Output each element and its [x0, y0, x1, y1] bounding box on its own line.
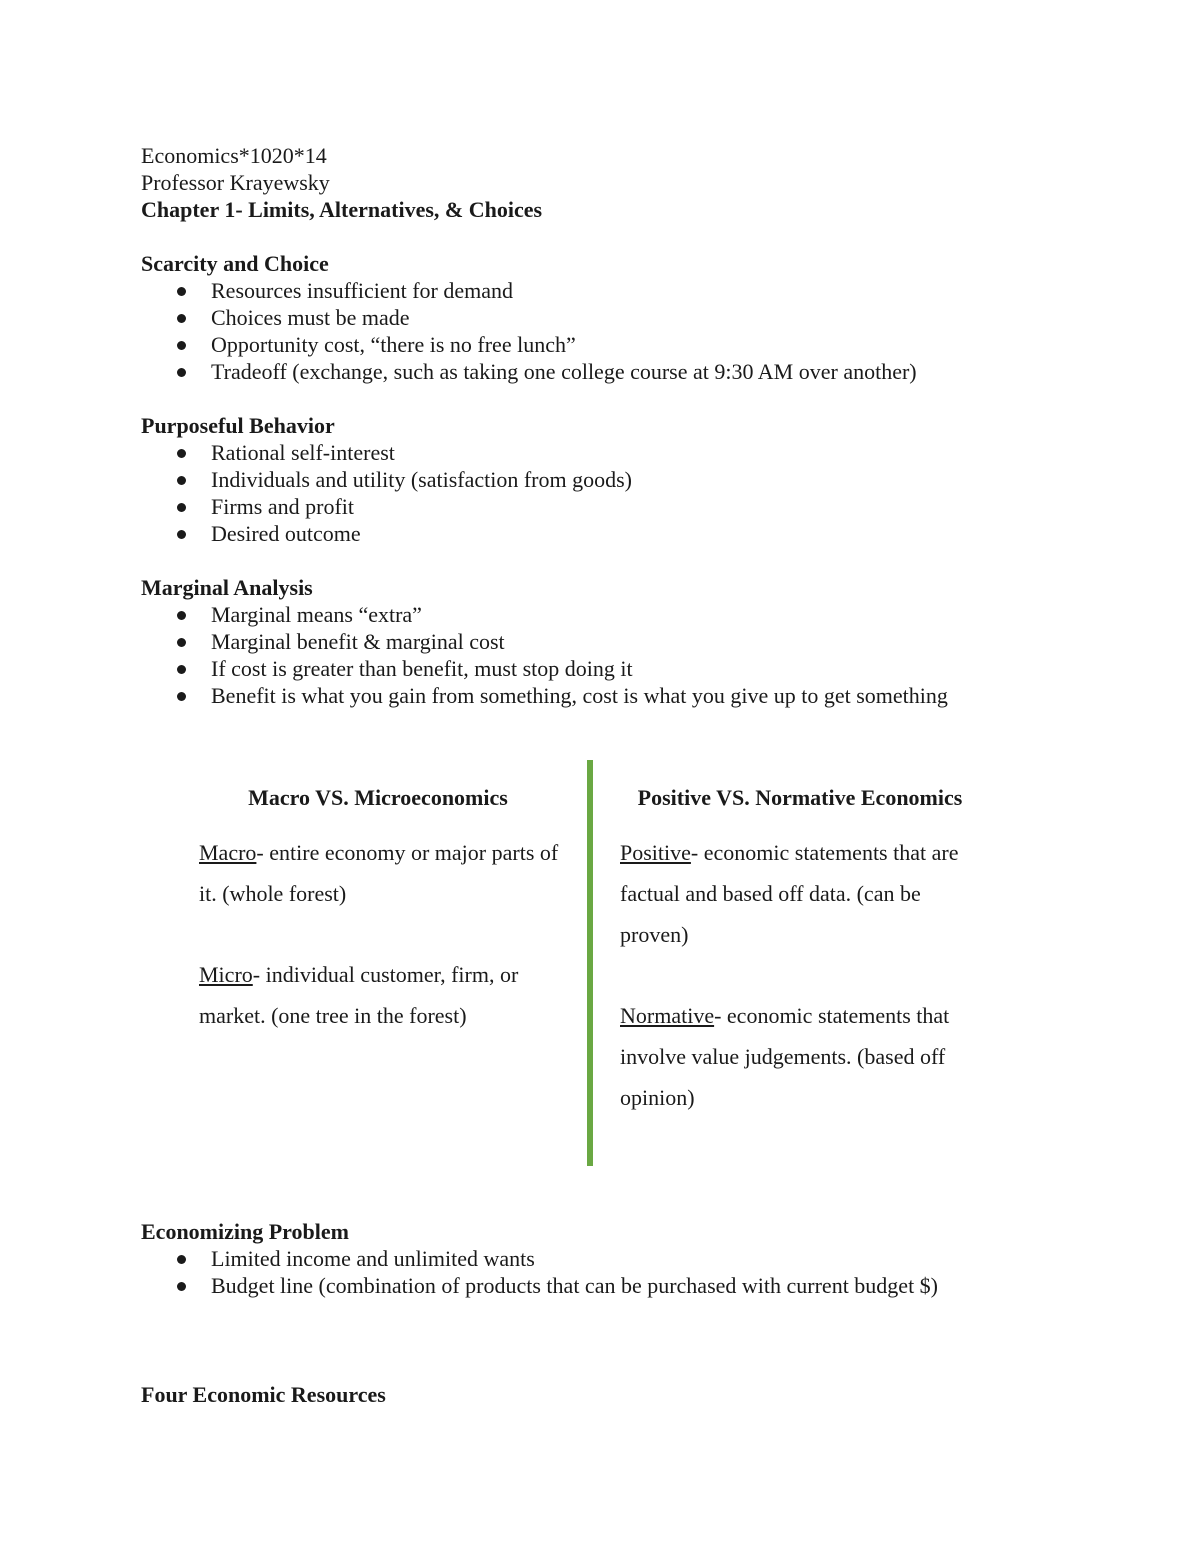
section-marginal-analysis [141, 574, 948, 709]
list-item [141, 358, 917, 385]
micro-definition [199, 954, 569, 1036]
list-item [141, 304, 917, 331]
section-purposeful-behavior [141, 412, 632, 547]
normative-definition [620, 995, 990, 1118]
list-item [141, 682, 948, 709]
normative-term: Normative [620, 1003, 715, 1028]
bullet-icon [177, 449, 186, 458]
list-item-text: Marginal means “extra” [211, 602, 422, 627]
list-item [141, 439, 632, 466]
bullet-icon [177, 341, 186, 350]
list-item-text: Choices must be made [211, 305, 410, 330]
macro-definition [199, 832, 569, 914]
bullet-icon [177, 287, 186, 296]
list-item [141, 277, 917, 304]
positive-text: - economic statements that are factual and based off data. (can be proven) [620, 840, 959, 947]
section-title: Marginal Analysis [141, 575, 313, 600]
bullet-list [141, 601, 948, 709]
section-four-economic-resources [141, 1381, 386, 1408]
normative-text: - economic statements that involve value judgements. (based off opinion) [620, 1003, 950, 1110]
list-item [141, 601, 948, 628]
positive-vs-normative-title: Positive VS. Normative Economics [637, 785, 963, 810]
list-item-text: Resources insufficient for demand [211, 278, 514, 303]
list-item [141, 466, 632, 493]
list-item-text: Individuals and utility (satisfaction from goods) [211, 467, 632, 492]
bullet-icon [177, 476, 186, 485]
micro-text: - individual customer, firm, or market. (one tree in the forest) [199, 962, 519, 1028]
macro-term: Macro [199, 840, 257, 865]
bullet-icon [177, 638, 186, 647]
macro-text: - entire economy or major parts of it. (whole forest) [199, 840, 559, 906]
section-title: Four Economic Resources [141, 1382, 386, 1407]
positive-term: Positive [620, 840, 691, 865]
column-divider [587, 760, 593, 1166]
macro-vs-micro-title: Macro VS. Microeconomics [248, 785, 508, 810]
positive-definition [620, 832, 990, 955]
list-item-text: Budget line (combination of products that can be purchased with current budget $) [211, 1273, 939, 1298]
list-item [141, 331, 917, 358]
list-item [141, 520, 632, 547]
bullet-icon [177, 1282, 186, 1291]
bullet-list [141, 277, 917, 385]
list-item [141, 493, 632, 520]
document-header [141, 142, 542, 223]
chapter-title: Chapter 1- Limits, Alternatives, & Choices [141, 197, 543, 222]
list-item-text: Marginal benefit & marginal cost [211, 629, 505, 654]
bullet-icon [177, 692, 186, 701]
bullet-icon [177, 368, 186, 377]
bullet-icon [177, 611, 186, 620]
list-item [141, 628, 948, 655]
course-code: Economics*1020*14 [141, 143, 327, 168]
bullet-list [141, 439, 632, 547]
list-item-text: Tradeoff (exchange, such as taking one college course at 9:30 AM over another) [211, 359, 917, 384]
professor-name: Professor Krayewsky [141, 170, 330, 195]
section-title: Economizing Problem [141, 1219, 349, 1244]
list-item-text: Rational self-interest [211, 440, 395, 465]
list-item [141, 655, 948, 682]
section-scarcity-and-choice [141, 250, 917, 385]
list-item [141, 1245, 938, 1272]
section-economizing-problem [141, 1218, 938, 1299]
micro-term: Micro [199, 962, 253, 987]
bullet-icon [177, 665, 186, 674]
list-item-text: Firms and profit [211, 494, 354, 519]
list-item-text: Benefit is what you gain from something, cost is what you give up to get something [211, 683, 948, 708]
bullet-icon [177, 503, 186, 512]
section-title: Purposeful Behavior [141, 413, 335, 438]
bullet-icon [177, 314, 186, 323]
list-item [141, 1272, 938, 1299]
list-item-text: Limited income and unlimited wants [211, 1246, 535, 1271]
section-title: Scarcity and Choice [141, 251, 329, 276]
list-item-text: If cost is greater than benefit, must stop doing it [211, 656, 633, 681]
list-item-text: Desired outcome [211, 521, 361, 546]
bullet-list [141, 1245, 938, 1299]
bullet-icon [177, 1255, 186, 1264]
bullet-icon [177, 530, 186, 539]
list-item-text: Opportunity cost, “there is no free lunch” [211, 332, 576, 357]
